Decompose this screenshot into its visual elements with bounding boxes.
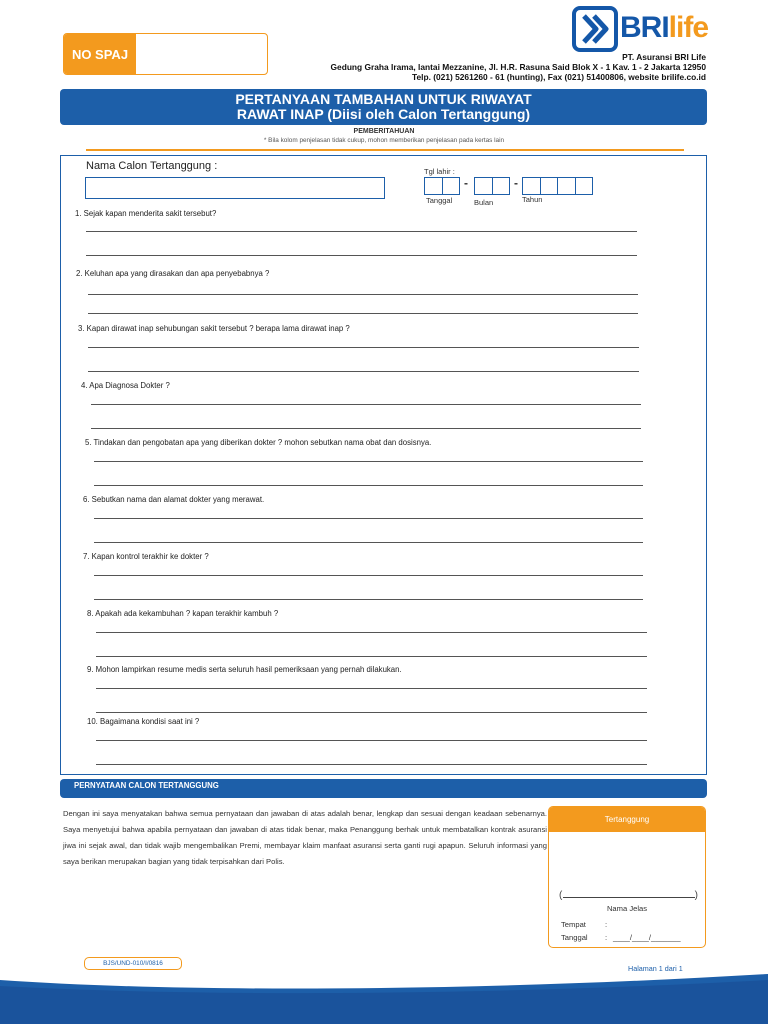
answer-line[interactable] [94, 461, 643, 462]
questionnaire-box [60, 155, 707, 775]
answer-line[interactable] [94, 542, 643, 543]
question-1: 1. Sejak kapan menderita sakit tersebut? [75, 209, 217, 218]
full-name-label: Nama Jelas [606, 904, 648, 913]
company-info [331, 52, 706, 82]
answer-line[interactable] [88, 347, 639, 348]
spaj-input[interactable] [136, 34, 267, 74]
question-2: 2. Keluhan apa yang dirasakan dan apa penyebabnya ? [76, 269, 270, 278]
answer-line[interactable] [91, 404, 641, 405]
question-4: 4. Apa Diagnosa Dokter ? [81, 381, 170, 390]
dob-label: Tgl lahir : [424, 167, 455, 176]
question-8: 8. Apakah ada kekambuhan ? kapan terakhir kambuh ? [87, 609, 279, 618]
form-title-banner [60, 89, 707, 125]
answer-line[interactable] [91, 428, 641, 429]
dob-month-boxes[interactable] [474, 177, 510, 195]
dob-separator: - [514, 176, 518, 190]
spaj-label: NO SPAJ [64, 34, 136, 74]
question-7: 7. Kapan kontrol terakhir ke dokter ? [83, 552, 209, 561]
question-9: 9. Mohon lampirkan resume medis serta seluruh hasil pemeriksaan yang pernah dilakukan. [87, 665, 402, 674]
date-label: Tanggal [561, 933, 588, 942]
form-title-line1: PERTANYAAN TAMBAHAN UNTUK RIWAYAT [235, 91, 532, 107]
company-name: PT. Asuransi BRI Life [622, 52, 706, 62]
signature-heading: Tertanggung [549, 807, 705, 832]
form-title-line2: RAWAT INAP (Diisi oleh Calon Tertanggung) [236, 106, 531, 122]
signature-box[interactable] [548, 806, 706, 948]
dob-separator: - [464, 176, 468, 190]
signature-paren-close: ) [694, 890, 698, 901]
answer-line[interactable] [86, 231, 637, 232]
answer-line[interactable] [94, 518, 643, 519]
signature-paren-open: ( [559, 890, 563, 901]
notice-heading: PEMBERITAHUAN [353, 128, 415, 135]
logo-wordmark [620, 11, 708, 45]
answer-line[interactable] [96, 656, 647, 657]
company-address: Gedung Graha Irama, lantai Mezzanine, Jl. H.R. Rasuna Said Blok X - 1 Kav. 1 - 2 Jakarta 12950 [330, 62, 706, 72]
dob-day-label: Tanggal [426, 196, 453, 205]
answer-line[interactable] [88, 294, 638, 295]
answer-line[interactable] [96, 740, 647, 741]
company-contact: Telp. (021) 5261260 - 61 (hunting), Fax (021) 51400806, website brilife.co.id [411, 72, 706, 82]
answer-line[interactable] [96, 764, 647, 765]
answer-line[interactable] [96, 712, 647, 713]
declaration-text: Dengan ini saya menyatakan bahwa semua pernyataan dan jawaban di atas adalah benar, lengkap dan sesuai dengan keadaan sebenarnya. Saya menyetujui bahwa apabila pernyataan dan jawaban di atas tidak benar, maka Penanggung berhak untuk membatalkan kontrak asuransi jiwa ini sejak awal, dan tidak wajib mengembalikan Premi, membayar klaim manfaat asuransi serta ganti rugi apapun. Seluruh informasi yang saya berikan merupakan bagian yang tidak terpisahkan dari Polis. [63, 809, 547, 866]
signature-line[interactable] [563, 897, 695, 898]
answer-line[interactable] [94, 575, 643, 576]
logo-life-text: life [668, 11, 709, 44]
dob-year-boxes[interactable] [522, 177, 593, 195]
question-5: 5. Tindakan dan pengobatan apa yang diberikan dokter ? mohon sebutkan nama obat dan dosisnya. [85, 438, 432, 447]
place-label: Tempat [561, 920, 586, 929]
page-number: Halaman 1 dari 1 [628, 964, 683, 973]
insured-name-label: Nama Calon Tertanggung : [86, 160, 218, 172]
footer-wave-decoration [0, 972, 768, 1024]
insured-name-input[interactable] [85, 177, 385, 199]
answer-line[interactable] [86, 255, 637, 256]
answer-line[interactable] [94, 485, 643, 486]
answer-line[interactable] [94, 599, 643, 600]
answer-line[interactable] [88, 371, 639, 372]
notice-text: * Bila kolom penjelasan tidak cukup, mohon memberikan penjelasan pada kertas lain [263, 137, 505, 144]
bri-logo-icon [572, 6, 618, 52]
dob-year-label: Tahun [522, 195, 543, 204]
date-blank[interactable]: ____/____/_______ [613, 933, 681, 942]
dob-month-label: Bulan [474, 198, 494, 207]
form-code-badge: BJS/UND-010/I/0816 [84, 957, 182, 970]
place-colon: : [605, 920, 608, 929]
divider [86, 149, 684, 151]
answer-line[interactable] [96, 632, 647, 633]
date-colon: : [605, 933, 608, 942]
question-10: 10. Bagaimana kondisi saat ini ? [87, 717, 200, 726]
answer-line[interactable] [88, 313, 638, 314]
question-3: 3. Kapan dirawat inap sehubungan sakit tersebut ? berapa lama dirawat inap ? [78, 324, 350, 333]
question-6: 6. Sebutkan nama dan alamat dokter yang merawat. [83, 495, 265, 504]
dob-day-boxes[interactable] [424, 177, 460, 195]
declaration-heading: PERNYATAAN CALON TERTANGGUNG [60, 779, 707, 798]
answer-line[interactable] [96, 688, 647, 689]
brilife-logo [572, 6, 709, 52]
spaj-number-field[interactable] [63, 33, 268, 75]
logo-bri-text: BRI [620, 11, 669, 44]
